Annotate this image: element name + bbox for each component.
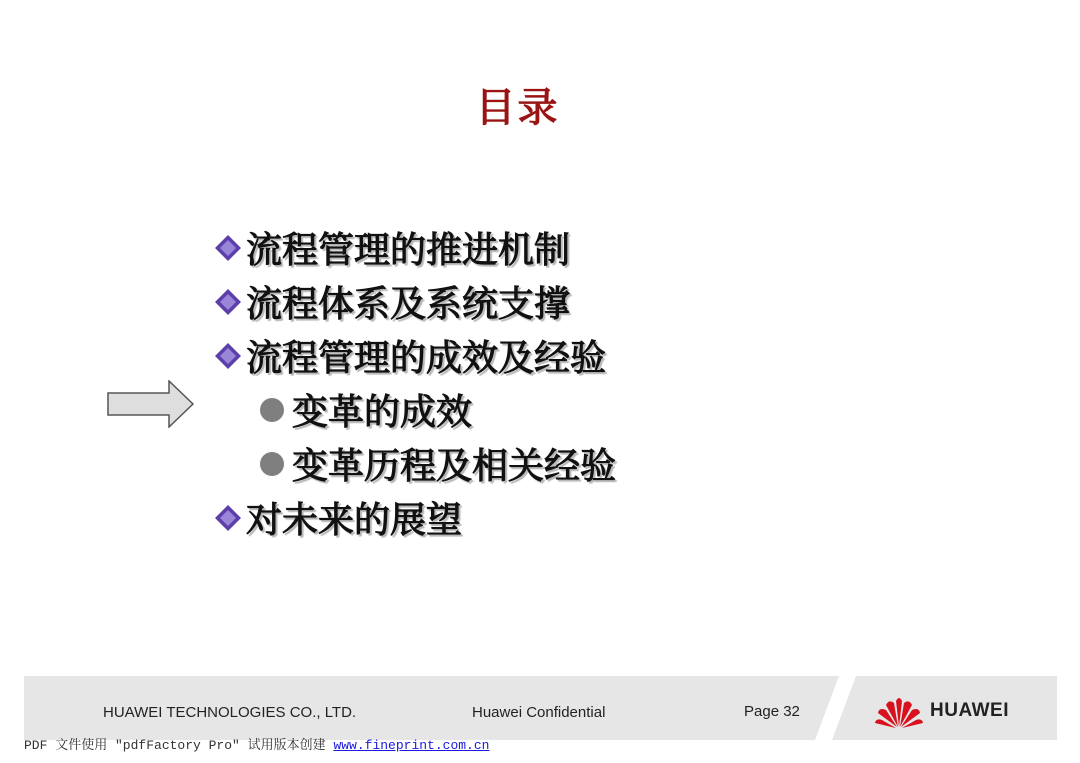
arrow-right-icon <box>107 380 195 428</box>
toc-subitem-label: 变革的成效 <box>292 392 473 433</box>
diamond-icon <box>214 504 242 532</box>
toc-subitem-label: 变革历程及相关经验 <box>292 446 617 487</box>
toc-item <box>214 330 606 381</box>
page-number: Page 32 <box>744 703 800 720</box>
toc-item <box>214 492 462 543</box>
toc-item-label: 流程管理的推进机制 <box>246 230 571 271</box>
pdf-watermark <box>24 734 489 753</box>
toc-item-label: 对未来的展望 <box>246 500 463 541</box>
diamond-icon <box>214 342 242 370</box>
slide-title: 目录 <box>475 85 560 131</box>
circle-icon <box>260 452 284 476</box>
confidential-label: Huawei Confidential <box>472 704 606 721</box>
toc-item-label: 流程体系及系统支撑 <box>246 284 571 325</box>
watermark-text: PDF 文件使用 "pdfFactory Pro" 试用版本创建 <box>24 738 334 753</box>
huawei-logo <box>874 693 1009 729</box>
diamond-icon <box>214 234 242 262</box>
logo-text: HUAWEI <box>930 700 1009 721</box>
company-name: HUAWEI TECHNOLOGIES CO., LTD. <box>103 704 357 721</box>
watermark-link[interactable]: www.fineprint.com.cn <box>333 738 490 753</box>
toc-subitem <box>260 384 472 435</box>
toc-subitem <box>260 438 616 489</box>
diamond-icon <box>214 288 242 316</box>
circle-icon <box>260 398 284 422</box>
toc-item-label: 流程管理的成效及经验 <box>246 338 607 379</box>
toc-item <box>214 276 570 327</box>
toc-item <box>214 222 570 273</box>
huawei-petals-icon <box>874 693 924 729</box>
